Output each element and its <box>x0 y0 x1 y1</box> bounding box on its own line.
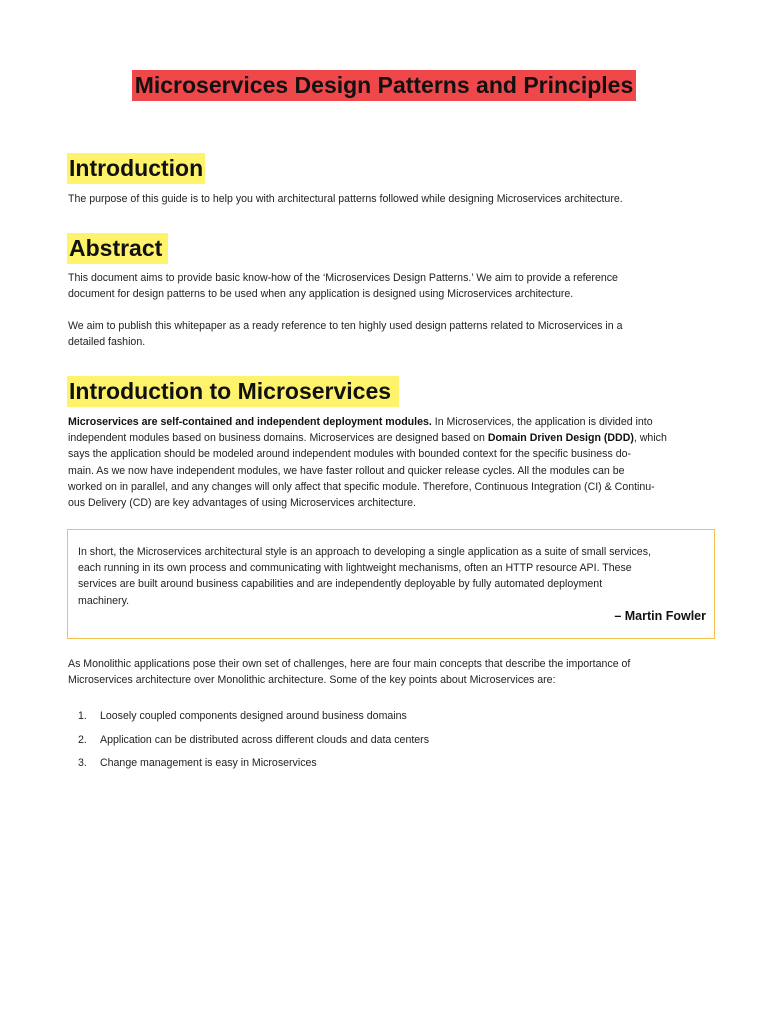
quote-line-4: machinery. <box>78 594 130 607</box>
quote-line-1: In short, the Microservices architectural style is an approach to developing a single application as a suite of small services, <box>78 546 651 558</box>
microservices-line-2 <box>68 430 710 446</box>
abstract-paragraph-2 <box>68 318 710 350</box>
list-item-number: 1. <box>78 710 87 722</box>
quote-line-3: services are built around business capabilities and are independently deployable by fully automated deployment <box>78 578 603 591</box>
monolithic-line-1: As Monolithic applications pose their own set of challenges, here are four main concepts that describe the importance of <box>68 658 631 670</box>
abstract-p2-line-2: detailed fashion. <box>68 336 146 349</box>
microservices-line-3: says the application should be modeled around independent modules with bounded context for the specific business do- <box>68 448 632 461</box>
document-title: Microservices Design Patterns and Principles <box>132 70 637 101</box>
list-item-text: Application can be distributed across different clouds and data centers <box>100 733 430 746</box>
quote-text <box>78 544 703 609</box>
list-item <box>68 708 429 732</box>
abstract-p1-line-2: document for design patterns to be used when any application is designed using Microservices architecture. <box>68 288 574 301</box>
microservices-line-6: ous Delivery (CD) are key advantages of using Microservices architecture. <box>68 497 416 510</box>
microservices-bold-lead: Microservices are self-contained and independent deployment modules. <box>68 416 432 428</box>
microservices-line-2-post: , which <box>633 432 667 445</box>
microservices-line-4: main. As we now have independent modules, we have faster rollout and quicker release cycles. All the modules can be <box>68 464 625 477</box>
quote-box <box>67 529 715 639</box>
abstract-paragraph-1 <box>68 270 710 302</box>
microservices-line-2-pre: independent modules based on business domains. Microservices are designed based on <box>68 432 488 445</box>
monolithic-line-2: Microservices architecture over Monolithic architecture. Some of the key points about Microservices are: <box>68 674 556 687</box>
monolithic-paragraph <box>68 656 710 688</box>
microservices-line-1 <box>68 414 710 430</box>
heading-introduction: Introduction <box>67 153 205 184</box>
ddd-term: Domain Driven Design (DDD) <box>487 432 634 445</box>
microservices-line-5: worked on in parallel, and any changes will only affect that specific module. Therefore, Continuous Integration (CI) & Continu- <box>68 480 655 493</box>
introduction-text: The purpose of this guide is to help you with architectural patterns followed while designing Microservices architecture. <box>68 193 623 205</box>
list-item-number: 3. <box>78 757 87 769</box>
list-item <box>68 755 429 779</box>
list-item-text: Loosely coupled components designed around business domains <box>100 710 407 722</box>
key-points-list <box>68 708 429 779</box>
heading-abstract: Abstract <box>67 233 168 264</box>
heading-introduction-to-microservices: Introduction to Microservices <box>67 376 399 407</box>
abstract-p2-line-1: We aim to publish this whitepaper as a ready reference to ten highly used design patterns related to Microservices in a <box>68 320 623 332</box>
list-item <box>68 732 429 756</box>
document-title-container <box>0 70 768 101</box>
quote-line-2: each running in its own process and communicating with lightweight mechanisms, often an HTTP resource API. These <box>78 562 632 575</box>
microservices-paragraph <box>68 414 710 511</box>
list-item-number: 2. <box>78 733 87 746</box>
microservices-line-1-rest: In Microservices, the application is divided into <box>431 416 653 428</box>
quote-author: – Martin Fowler <box>614 609 706 623</box>
abstract-p1-line-1: This document aims to provide basic know-how of the ‘Microservices Design Patterns.’ We aim to provide a reference <box>68 272 618 284</box>
list-item-text: Change management is easy in Microservices <box>100 757 317 769</box>
